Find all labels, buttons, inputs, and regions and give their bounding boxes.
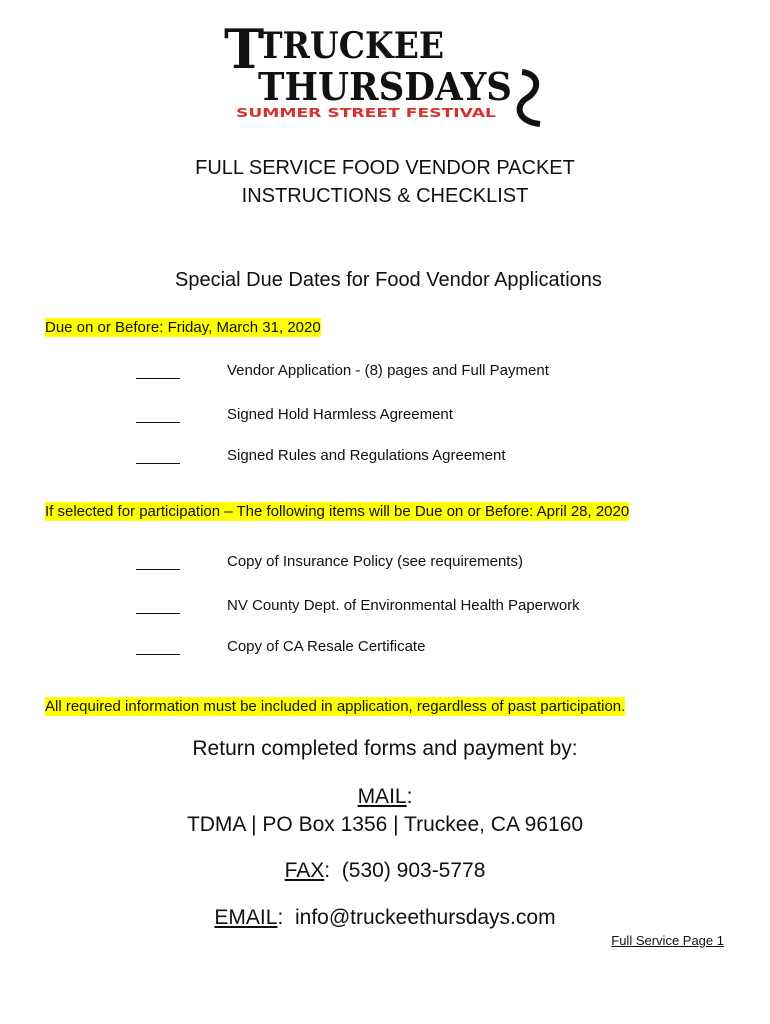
return-heading: Return completed forms and payment by: bbox=[192, 737, 578, 760]
checkbox-blank-line bbox=[136, 422, 180, 423]
fax-label: FAX bbox=[284, 859, 325, 882]
checkbox-blank-line bbox=[136, 378, 180, 379]
checklist-item: Signed Rules and Regulations Agreement bbox=[227, 447, 506, 464]
logo-tagline: SUMMER STREET FESTIVAL bbox=[236, 105, 497, 120]
mail-label-line: MAIL: bbox=[357, 785, 413, 808]
due-dates-subheading: Special Due Dates for Food Vendor Applications bbox=[175, 269, 602, 291]
title-line2: INSTRUCTIONS & CHECKLIST bbox=[241, 185, 529, 207]
checklist-item: NV County Dept. of Environmental Health Paperwork bbox=[227, 597, 580, 614]
page-footer: Full Service Page 1 bbox=[611, 933, 724, 948]
mail-address: TDMA | PO Box 1356 | Truckee, CA 96160 bbox=[186, 813, 584, 836]
logo-big-t: T bbox=[224, 20, 265, 81]
checkbox-blank-line bbox=[136, 654, 180, 655]
email-label: EMAIL bbox=[214, 906, 278, 929]
checklist-item: Signed Hold Harmless Agreement bbox=[227, 406, 453, 423]
checkbox-blank-line bbox=[136, 463, 180, 464]
due-label-march: Due on or Before: Friday, March 31, 2020 bbox=[45, 319, 321, 336]
mail-label: MAIL bbox=[357, 785, 407, 808]
logo-line2: THURSDAYS bbox=[258, 64, 512, 109]
email-line: EMAIL: info@truckeethursdays.com bbox=[214, 906, 556, 929]
required-info-notice: All required information must be included in application, regardless of past participation. bbox=[45, 698, 626, 715]
email-address[interactable]: info@truckeethursdays.com bbox=[294, 906, 556, 929]
packet-title bbox=[0, 154, 770, 210]
title-line1: FULL SERVICE FOOD VENDOR PACKET bbox=[195, 157, 575, 179]
fax-number: (530) 903-5778 bbox=[341, 859, 486, 882]
checklist-item: Vendor Application - (8) pages and Full Payment bbox=[227, 362, 549, 379]
checklist-item: Copy of Insurance Policy (see requirements) bbox=[227, 553, 523, 570]
due-label-april: If selected for participation – The following items will be Due on or Before: April 28, 2020 bbox=[45, 503, 630, 520]
checkbox-blank-line bbox=[136, 613, 180, 614]
logo-swash bbox=[520, 72, 540, 124]
checklist-item: Copy of CA Resale Certificate bbox=[227, 638, 426, 655]
checkbox-blank-line bbox=[136, 569, 180, 570]
truckee-thursdays-logo bbox=[222, 20, 552, 132]
logo-line1: TRUCKEE bbox=[258, 25, 444, 67]
fax-line: FAX: (530) 903-5778 bbox=[284, 859, 486, 882]
